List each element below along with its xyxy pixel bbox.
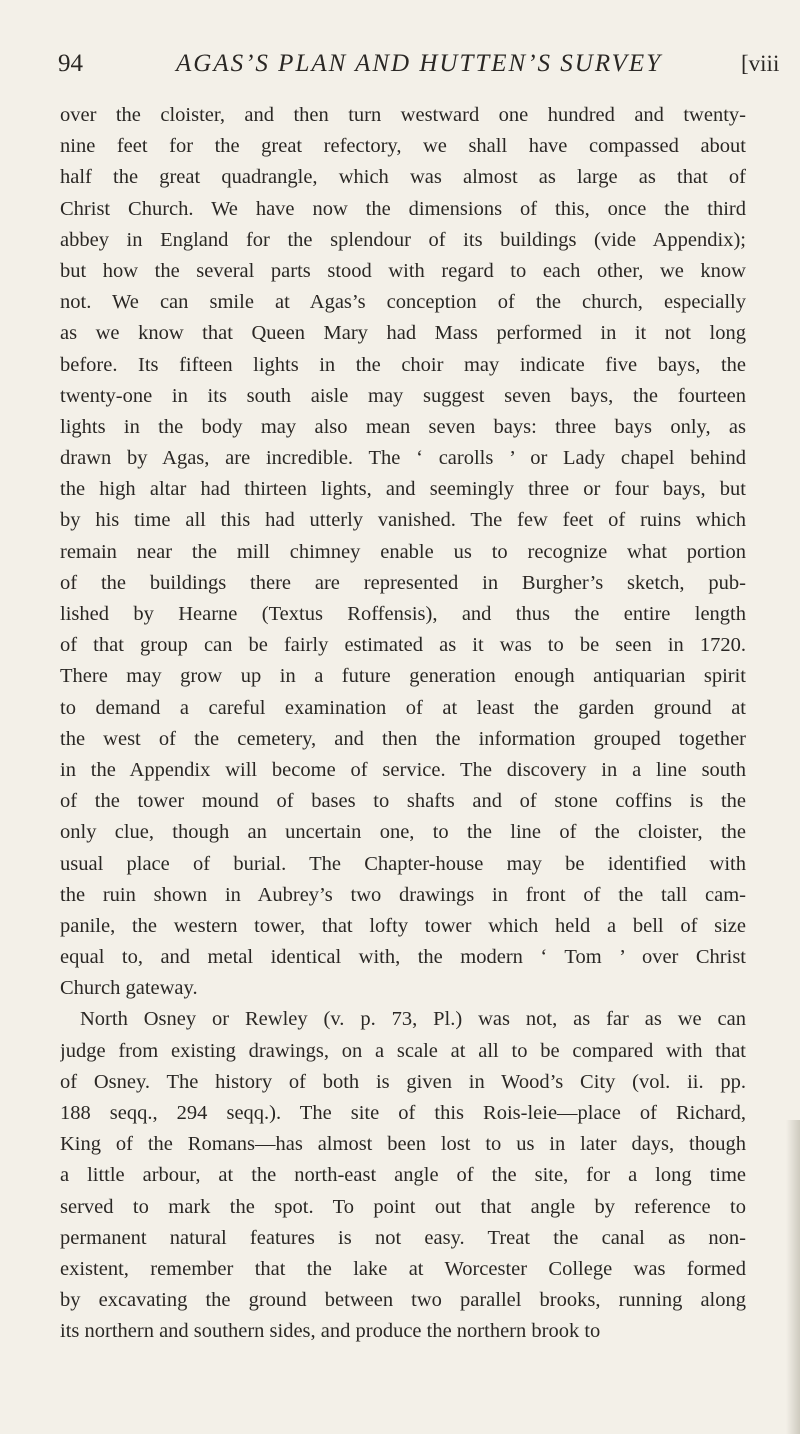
text-line: of that group can be fairly estimated as it was to be seen in 1720.: [60, 634, 746, 657]
text-line: permanent natural features is not easy. Treat the canal as non-: [60, 1226, 746, 1249]
paragraph: [60, 100, 746, 1004]
running-title: AGAS’S PLAN AND HUTTEN’S SURVEY: [176, 50, 663, 77]
text-line: in the Appendix will become of service. The discovery in a line south: [60, 758, 746, 781]
running-head: [58, 44, 800, 84]
page-edge-shadow: [786, 1120, 800, 1434]
text-line: of the tower mound of bases to shafts and of stone coffins is the: [60, 790, 746, 813]
text-line: only clue, though an uncertain one, to the line of the cloister, the: [60, 821, 746, 844]
page-number: 94: [58, 50, 83, 77]
text-line: served to mark the spot. To point out that angle by reference to: [60, 1195, 746, 1218]
text-line: abbey in England for the splendour of its buildings (vide Appendix);: [60, 228, 746, 251]
text-line: remain near the mill chimney enable us to recognize what portion: [60, 540, 746, 563]
text-line: of the buildings there are represented in Burgher’s sketch, pub-: [60, 571, 746, 594]
text-line: judge from existing drawings, on a scale at all to be compared with that: [60, 1039, 746, 1062]
text-line: to demand a careful examination of at least the garden ground at: [60, 696, 746, 719]
text-line: a little arbour, at the north-east angle of the site, for a long time: [60, 1164, 746, 1187]
text-line: of Osney. The history of both is given in Wood’s City (vol. ii. pp.: [60, 1070, 746, 1093]
text-line: lished by Hearne (Textus Roffensis), and thus the entire length: [60, 603, 746, 625]
text-line: existent, remember that the lake at Worcester College was formed: [60, 1257, 746, 1280]
text-line: There may grow up in a future generation enough antiquarian spirit: [60, 665, 746, 688]
text-line: 188 seqq., 294 seqq.). The site of this Rois-leie—place of Richard,: [60, 1102, 746, 1124]
text-line: drawn by Agas, are incredible. The ‘ carolls ’ or Lady chapel behind: [60, 447, 746, 470]
text-line: the high altar had thirteen lights, and seemingly three or four bays, but: [60, 478, 746, 501]
text-line: nine feet for the great refectory, we shall have compassed about: [60, 135, 746, 158]
text-line: by excavating the ground between two parallel brooks, running along: [60, 1289, 746, 1312]
text-line: lights in the body may also mean seven bays: three bays only, as: [60, 415, 746, 438]
text-line: Christ Church. We have now the dimensions of this, once the third: [60, 197, 746, 220]
text-line: usual place of burial. The Chapter-house may be identified with: [60, 852, 746, 875]
text-line: the west of the cemetery, and then the information grouped together: [60, 727, 746, 750]
text-line: King of the Romans—has almost been lost to us in later days, though: [60, 1133, 746, 1156]
text-line: its northern and southern sides, and produce the northern brook to: [60, 1320, 601, 1343]
text-line: twenty-one in its south aisle may suggest seven bays, the fourteen: [60, 384, 746, 407]
paragraph: [60, 1004, 746, 1347]
text-line: North Osney or Rewley (v. p. 73, Pl.) was not, as far as we can: [80, 1008, 746, 1031]
text-line: over the cloister, and then turn westward one hundred and twenty-: [60, 104, 746, 126]
text-line: the ruin shown in Aubrey’s two drawings in front of the tall cam-: [60, 883, 746, 906]
text-line: Church gateway.: [60, 977, 198, 1000]
text-line: before. Its fifteen lights in the choir may indicate five bays, the: [60, 353, 746, 376]
text-line: as we know that Queen Mary had Mass performed in it not long: [60, 322, 746, 345]
body-text: [60, 100, 746, 1348]
text-line: half the great quadrangle, which was almost as large as that of: [60, 166, 746, 189]
text-line: not. We can smile at Agas’s conception of the church, especially: [60, 291, 746, 314]
text-line: by his time all this had utterly vanished. The few feet of ruins which: [60, 509, 746, 532]
text-line: panile, the western tower, that lofty tower which held a bell of size: [60, 914, 746, 937]
section-mark: [viii: [741, 51, 780, 76]
text-line: but how the several parts stood with regard to each other, we know: [60, 259, 746, 282]
text-line: equal to, and metal identical with, the modern ‘ Tom ’ over Christ: [60, 946, 746, 969]
